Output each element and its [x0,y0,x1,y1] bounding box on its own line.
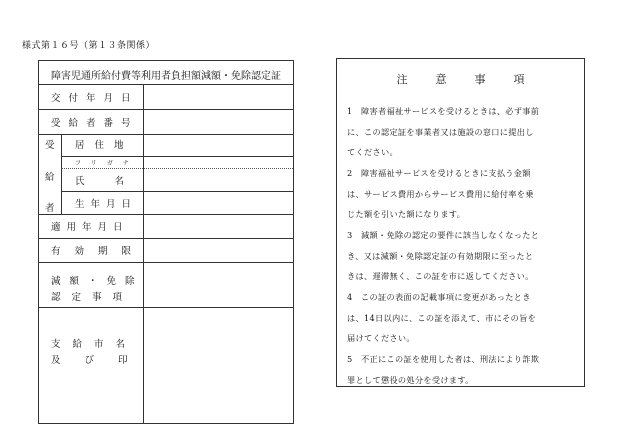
reduction-label-2: 認定事項 [51,292,134,303]
valid-period-label: 有効期限 [51,246,146,257]
reduction-label-1: 減額・免除 [51,276,144,287]
address-label: 居住地 [75,140,134,151]
notice-item: 5 不正にこの証を使用した者は、刑法により詐欺 罪として懲役の処分を受けます。 [347,354,540,385]
payer-label-1: 支給市名 [51,339,138,350]
name-label: 氏名 [75,176,155,187]
notice-title: 注 意 事 項 [396,73,525,86]
recipient-side-1: 受 [45,140,55,151]
recipient-side-2: 給 [45,172,55,183]
notice-item: 2 障害福祉サービスを受けるときに支払う金額 は、サービス費用からサービス費用に給付率を乗 じた額を引いた額になります。 [347,168,534,219]
form-title: 障害児通所給付費等利用者負担額減額・免除認定証 [51,71,281,82]
applicable-date-label: 適用年月日 [51,222,129,233]
notice-item: 3 減額・免除の認定の要件に該当しなくなったと き、又は減額・免除認定証の有効期限に至ったと きは、遅滞無く、この証を市に返してください。 [347,230,540,281]
furigana-label: フリガナ [75,160,139,167]
notice-item: 4 この証の表面の記載事項に変更があったとき は、14日以内に、この証を添えて、市にその旨を 届けてください。 [347,292,537,343]
certificate-form [38,60,294,424]
recipient-side-3: 者 [45,203,55,214]
recipient-number-label: 受給者番号 [51,118,139,129]
birth-date-label: 生年月日 [75,199,138,210]
issue-date-label: 交付年月日 [51,93,139,104]
payer-label-2: 及び印 [51,355,152,366]
notice-box [336,58,585,387]
notice-item: 1 障害者福祉サービスを受けるときは、必ず事前 に、この認定証を事業者又は施設の窓口に提出し てください。 [347,106,540,157]
form-number: 様式第１６号（第１３条関係） [22,41,156,51]
